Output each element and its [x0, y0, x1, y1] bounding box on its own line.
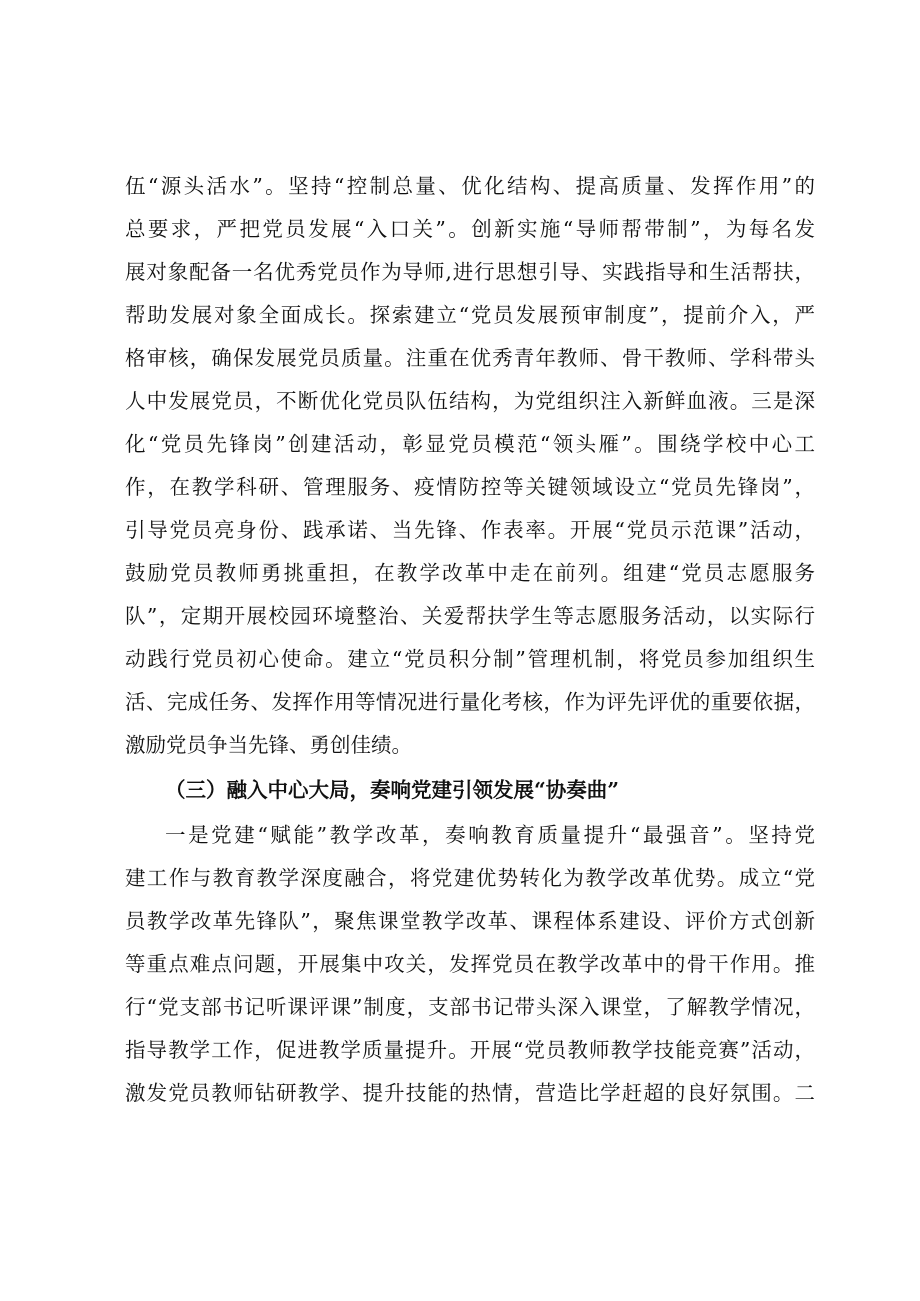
paragraph-1-line-12: 动践行党员初心使命。建立“党员积分制”管理机制，将党员参加组织生 — [125, 647, 815, 671]
paragraph-1-line-13: 活、完成任务、发挥作用等情况进行量化考核，作为评先评优的重要依据， — [125, 690, 815, 714]
paragraph-1-line-9: 引导党员亮身份、践承诺、当先锋、作表率。开展“党员示范课”活动， — [125, 518, 815, 542]
paragraph-2-line-4: 等重点难点问题，开展集中攻关，发挥党员在教学改革中的骨干作用。推 — [125, 952, 815, 976]
paragraph-2-line-2: 建工作与教育教学深度融合，将党建优势转化为教学改革优势。成立“党 — [125, 866, 815, 890]
paragraph-1-line-1: 伍“源头活水”。坚持“控制总量、优化结构、提高质量、发挥作用”的 — [125, 174, 815, 198]
paragraph-1-line-8: 作，在教学科研、管理服务、疫情防控等关键领域设立“党员先锋岗”， — [125, 475, 815, 499]
paragraph-1-line-2: 总要求，严把党员发展“入口关”。创新实施“导师帮带制”，为每名发 — [125, 217, 815, 241]
paragraph-2-line-6: 指导教学工作，促进教学质量提升。开展“党员教师教学技能竞赛”活动， — [125, 1038, 815, 1062]
paragraph-1-line-10: 鼓励党员教师勇挑重担，在教学改革中走在前列。组建“党员志愿服务 — [125, 561, 815, 585]
paragraph-1-line-3: 展对象配备一名优秀党员作为导师,进行思想引导、实践指导和生活帮扶， — [125, 260, 815, 284]
paragraph-1-line-14: 激励党员争当先锋、勇创佳绩。 — [125, 733, 412, 757]
paragraph-2-line-5: 行“党支部书记听课评课”制度，支部书记带头深入课堂，了解教学情况， — [125, 995, 815, 1019]
paragraph-1-line-7: 化“党员先锋岗”创建活动，彰显党员模范“领头雁”。围绕学校中心工 — [125, 432, 815, 456]
paragraph-2-line-7: 激发党员教师钻研教学、提升技能的热情，营造比学赶超的良好氛围。二 — [125, 1081, 815, 1105]
paragraph-1-line-6: 人中发展党员，不断优化党员队伍结构，为党组织注入新鲜血液。三是深 — [125, 389, 815, 413]
paragraph-2-line-1: 一是党建“赋能”教学改革，奏响教育质量提升“最强音”。坚持党 — [165, 823, 815, 847]
paragraph-1-line-11: 队”，定期开展校园环境整治、关爱帮扶学生等志愿服务活动，以实际行 — [125, 604, 815, 628]
paragraph-2-line-3: 员教学改革先锋队”，聚焦课堂教学改革、课程体系建设、评价方式创新 — [125, 909, 815, 933]
paragraph-1-line-4: 帮助发展对象全面成长。探索建立“党员发展预审制度”，提前介入，严 — [125, 303, 815, 327]
paragraph-1-line-5: 格审核，确保发展党员质量。注重在优秀青年教师、骨干教师、学科带头 — [125, 346, 815, 370]
section-heading: （三）融入中心大局，奏响党建引领发展“协奏曲” — [165, 778, 620, 802]
